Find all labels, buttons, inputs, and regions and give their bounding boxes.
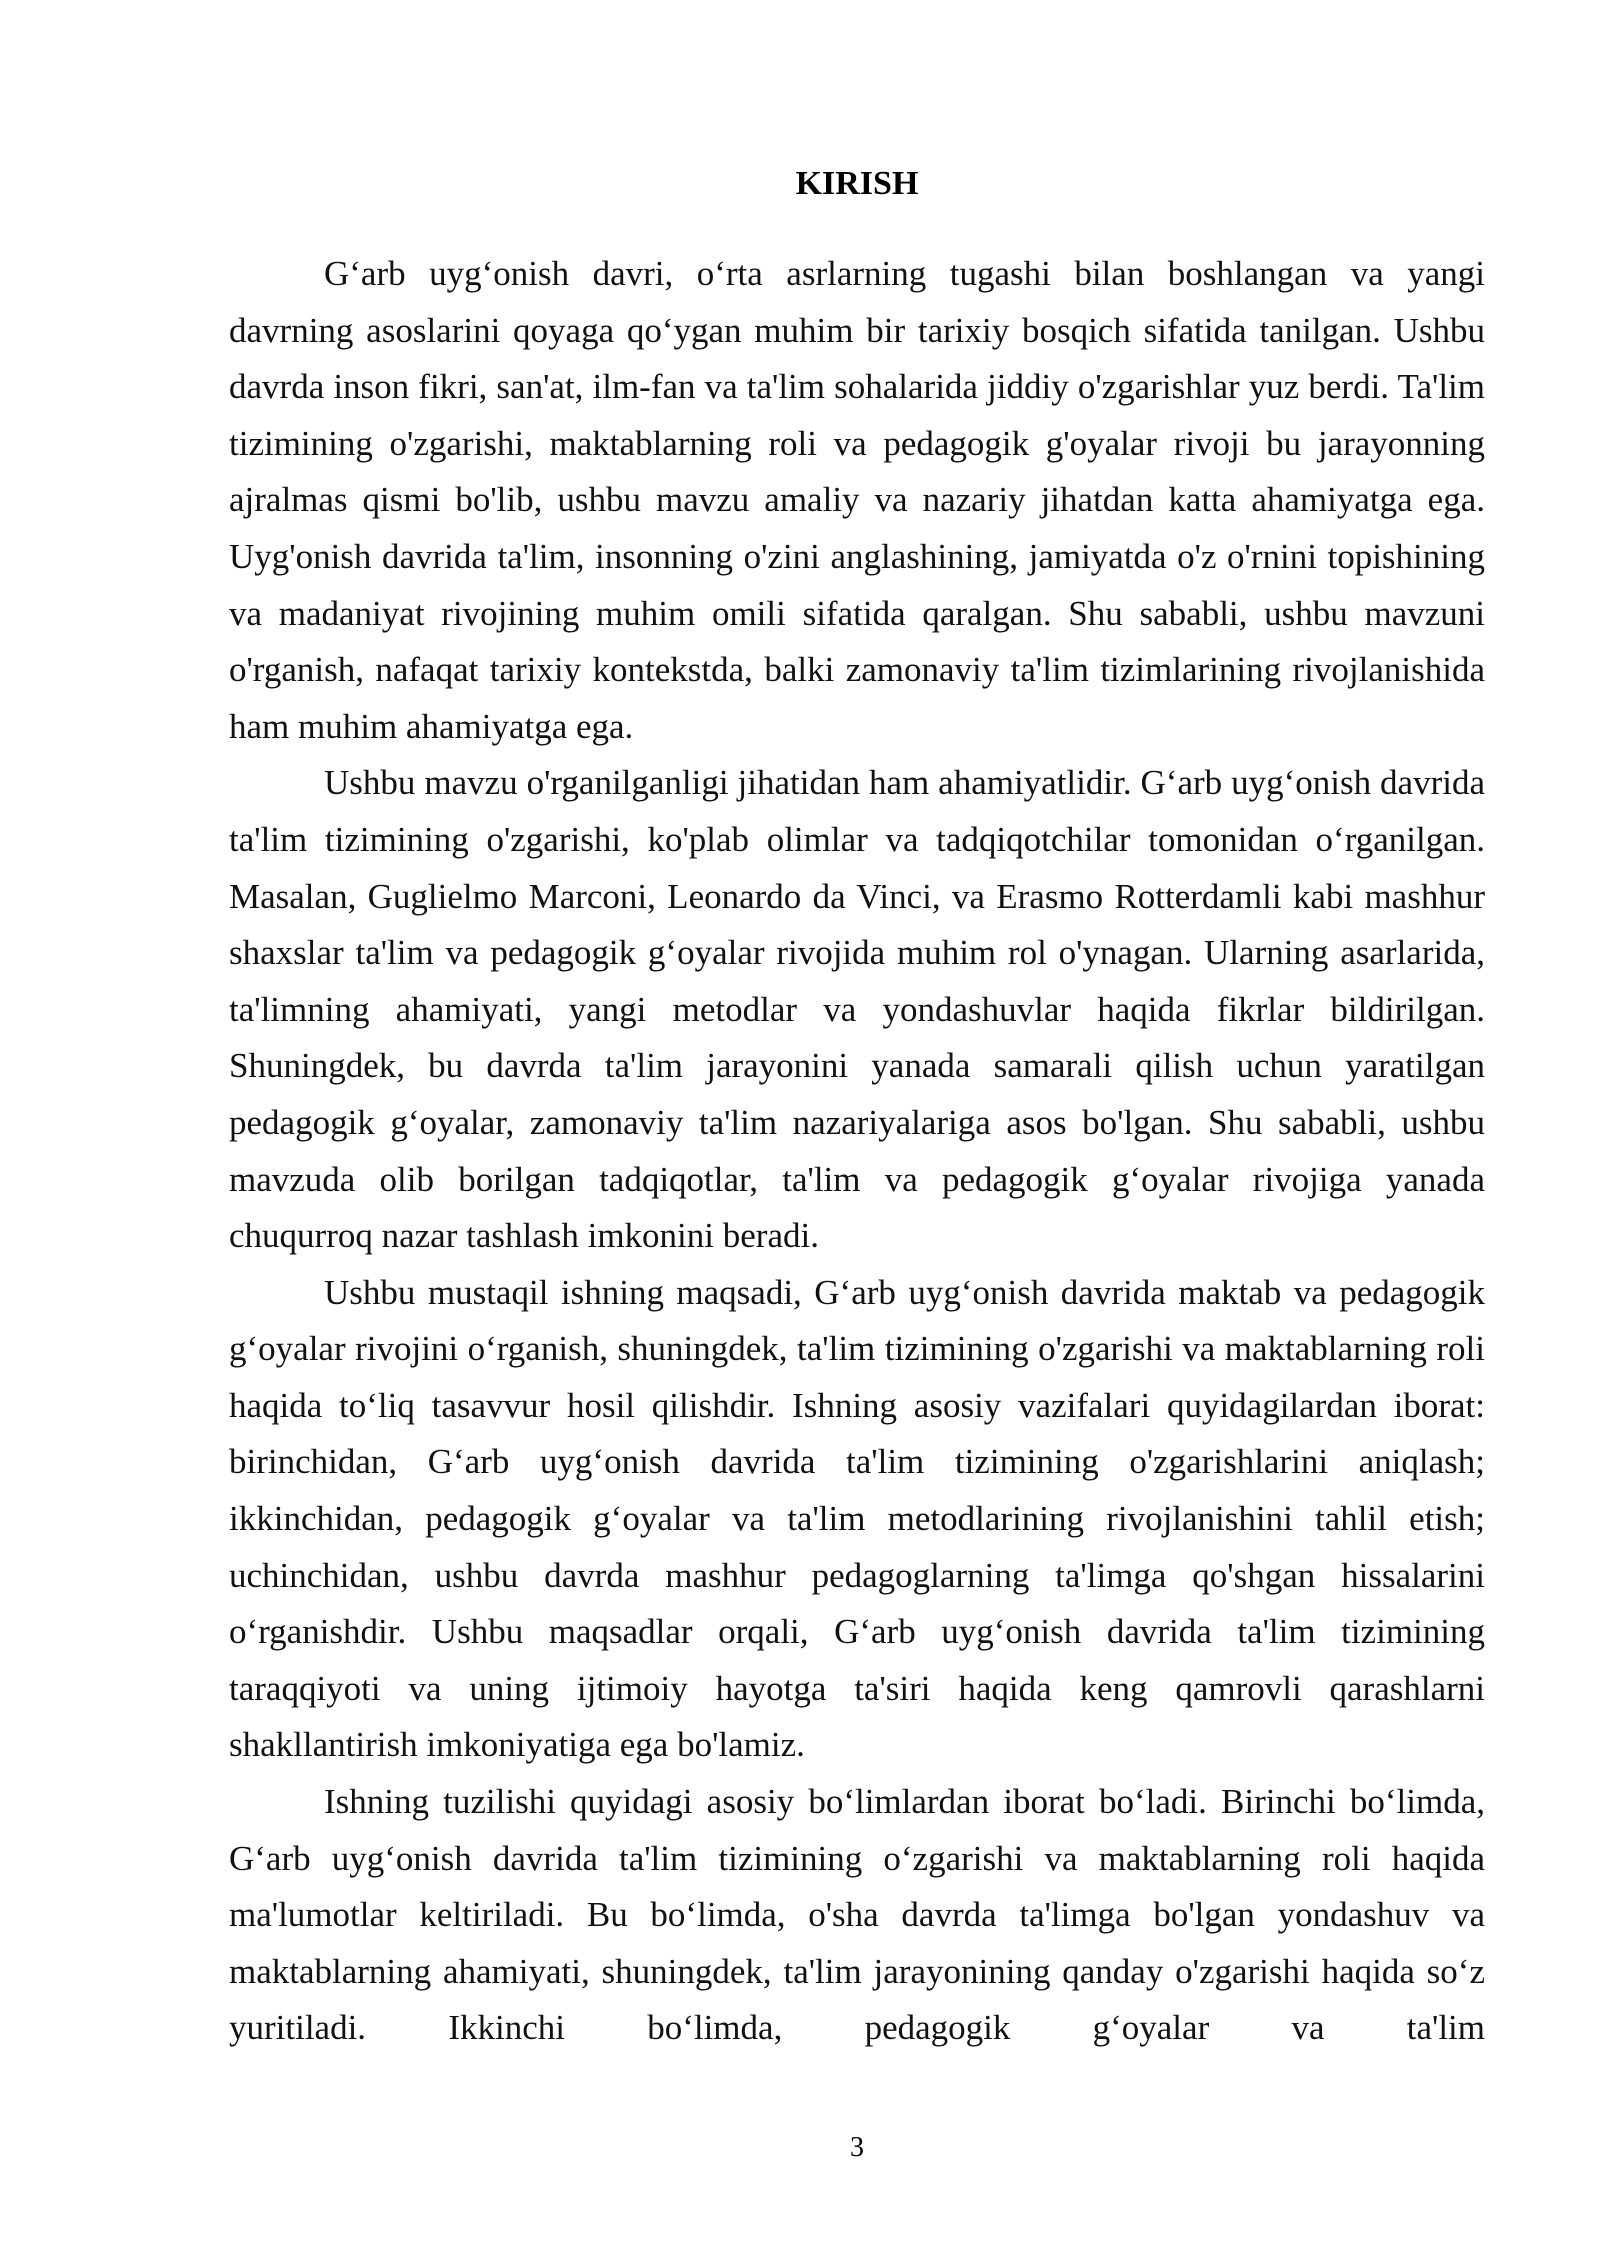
paragraph: G‘arb uyg‘onish davri, o‘rta asrlarning tugashi bilan boshlangan va yangi davrning asoslarini qoyaga qo‘ygan muhim bir tarixiy bosqich sifatida tanilgan. Ushbu davrda inson fikri, san'at, ilm-fan va ta'lim sohalarida jiddiy o'zgarishlar yuz berdi. Ta'lim tizimining o'zgarishi, maktablarning roli va pedagogik g'oyalar rivoji bu jarayonning ajralmas qismi bo'lib, ushbu mavzu amaliy va nazariy jihatdan katta ahamiyatga ega. Uyg'onish davrida ta'lim, insonning o'zini anglashining, jamiyatda o'z o'rnini topishining va madaniyat rivojining muhim omili sifatida qaralgan. Shu sababli, ushbu mavzuni o'rganish, nafaqat tarixiy kontekstda, balki zamonaviy ta'lim tizimlarining rivojlanishida ham muhim ahamiyatga ega. [229,254,1485,746]
page-number: 3 [850,2132,864,2163]
paragraph: Ushbu mavzu o'rganilganligi jihatidan ham ahamiyatlidir. G‘arb uyg‘onish davrida ta'lim tizimining o'zgarishi, ko'plab olimlar va tadqiqotchilar tomonidan o‘rganilgan. Masalan, Guglielmo Marconi, Leonardo da Vinci, va Erasmo Rotterdamli kabi mashhur shaxslar ta'lim va pedagogik g‘oyalar rivojida muhim rol o'ynagan. Ularning asarlarida, ta'limning ahamiyati, yangi metodlar va yondashuvlar haqida fikrlar bildirilgan. Shuningdek, bu davrda ta'lim jarayonini yanada samarali qilish uchun yaratilgan pedagogik g‘oyalar, zamonaviy ta'lim nazariyalariga asos bo'lgan. Shu sababli, ushbu mavzuda olib borilgan tadqiqotlar, ta'lim va pedagogik g‘oyalar rivojiga yanada chuqurroq nazar tashlash imkonini beradi. [229,763,1485,1256]
paragraph: Ishning tuzilishi quyidagi asosiy bo‘limlardan iborat bo‘ladi. Birinchi bo‘limda, G‘arb uyg‘onish davrida ta'lim tizimining o‘zgarishi va maktablarning roli haqida ma'lumotlar keltiriladi. Bu bo‘limda, o'sha davrda ta'limga bo'lgan yondashuv va maktablarning ahamiyati, shuningdek, ta'lim jarayonining qanday o'zgarishi haqida so‘z yuritiladi. Ikkinchi bo‘limda, pedagogik g‘oyalar va ta'lim [229,1782,1485,2048]
page-title: KIRISH [795,165,919,202]
paragraph: Ushbu mustaqil ishning maqsadi, G‘arb uyg‘onish davrida maktab va pedagogik g‘oyalar rivojini o‘rganish, shuningdek, ta'lim tizimining o'zgarishi va maktablarning roli haqida to‘liq tasavvur hosil qilishdir. Ishning asosiy vazifalari quyidagilardan iborat: birinchidan, G‘arb uyg‘onish davrida ta'lim tizimining o'zgarishlarini aniqlash; ikkinchidan, pedagogik g‘oyalar va ta'lim metodlarining rivojlanishini tahlil etish; uchinchidan, ushbu davrda mashhur pedagoglarning ta'limga qo'shgan hissalarini o‘rganishdir. Ushbu maqsadlar orqali, G‘arb uyg‘onish davrida ta'lim tizimining taraqqiyoti va uning ijtimoiy hayotga ta'siri haqida keng qamrovli qarashlarni shakllantirish imkoniyatiga ega bo'lamiz. [229,1272,1485,1765]
body-text [229,246,1485,2057]
